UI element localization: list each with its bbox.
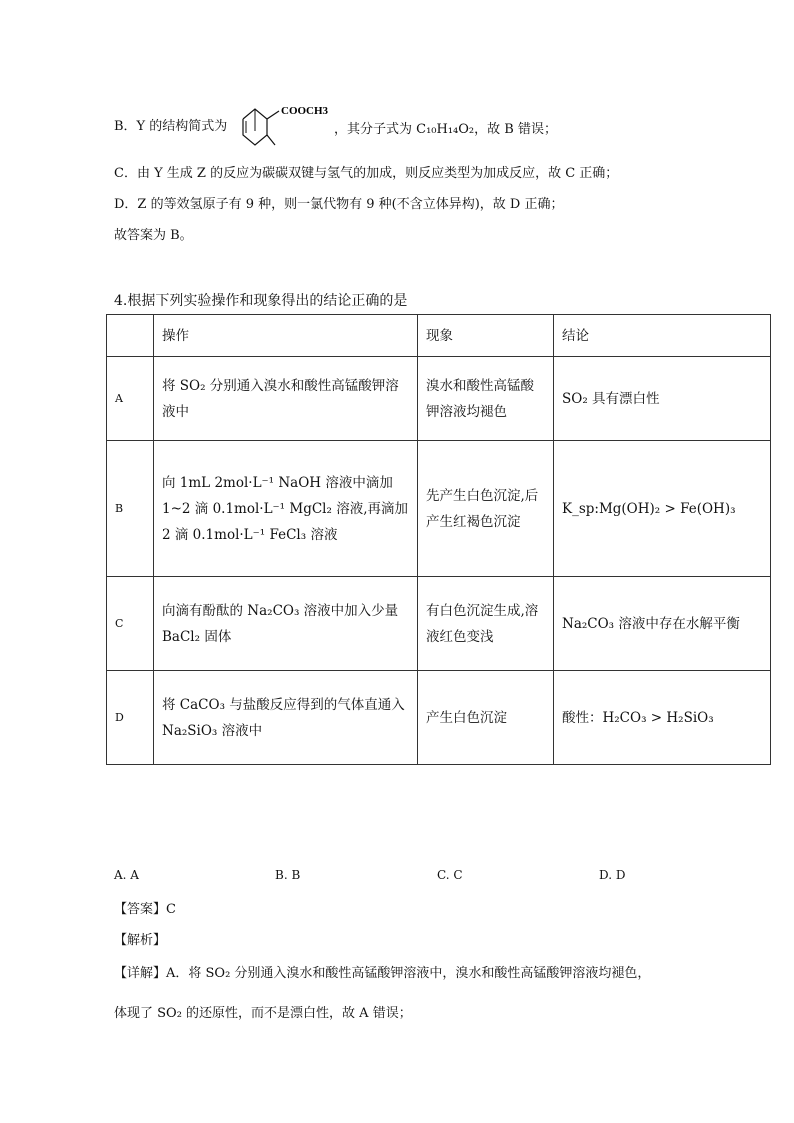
conclusion-cell: SO₂ 具有漂白性 [554, 357, 771, 441]
previous-answer: 故答案为 B。 [114, 228, 193, 243]
header-cell: 操作 [154, 315, 418, 357]
choice-c[interactable]: C. C [437, 868, 463, 882]
analysis-label: 【解析】 [114, 933, 167, 948]
row-label: C [107, 577, 154, 671]
table-row [107, 441, 771, 577]
phenomenon-cell: 溴水和酸性高锰酸钾溶液均褪色 [418, 357, 554, 441]
choice-b[interactable]: B. B [275, 868, 301, 882]
operation-cell: 向滴有酚酞的 Na₂CO₃ 溶液中加入少量 BaCl₂ 固体 [154, 577, 418, 671]
question-title: 4.根据下列实验操作和现象得出的结论正确的是 [114, 293, 408, 309]
phenomenon-cell: 有白色沉淀生成,溶液红色变浅 [418, 577, 554, 671]
option-d-line: D．Z 的等效氢原子有 9 种，则一氯代物有 9 种(不含立体异构)，故 D 正确； [114, 197, 564, 212]
option-b-prefix: B．Y 的结构简式为 [114, 119, 228, 134]
header-cell: 结论 [554, 315, 771, 357]
choice-a[interactable]: A. A [114, 868, 139, 882]
option-b-suffix: ，其分子式为 C₁₀H₁₄O₂，故 B 错误； [334, 122, 557, 137]
header-cell [107, 315, 154, 357]
conclusion-cell: Na₂CO₃ 溶液中存在水解平衡 [554, 577, 771, 671]
operation-cell: 向 1mL 2mol·L⁻¹ NaOH 溶液中滴加 1~2 滴 0.1mol·L⁻¹ MgCl₂ 溶液,再滴加 2 滴 0.1mol·L⁻¹ FeCl₃ 溶液 [154, 441, 418, 577]
operation-cell: 将 SO₂ 分别通入溴水和酸性高锰酸钾溶液中 [154, 357, 418, 441]
phenomenon-cell: 先产生白色沉淀,后产生红褐色沉淀 [418, 441, 554, 577]
detail-line-2: 体现了 SO₂ 的还原性，而不是漂白性，故 A 错误； [114, 1006, 412, 1021]
table-row [107, 671, 771, 765]
conclusion-cell: K_sp:Mg(OH)₂ > Fe(OH)₃ [554, 441, 771, 577]
struct-label: COOCH3 [281, 105, 329, 117]
row-label: D [107, 671, 154, 765]
conclusion-cell: 酸性：H₂CO₃ > H₂SiO₃ [554, 671, 771, 765]
row-label: A [107, 357, 154, 441]
row-label: B [107, 441, 154, 577]
phenomenon-cell: 产生白色沉淀 [418, 671, 554, 765]
detail-line-1: 【详解】A．将 SO₂ 分别通入溴水和酸性高锰酸钾溶液中，溴水和酸性高锰酸钾溶液均褪色， [114, 966, 651, 981]
table-row [107, 577, 771, 671]
answer-line: 【答案】C [114, 902, 176, 917]
header-cell: 现象 [418, 315, 554, 357]
option-c-line: C．由 Y 生成 Z 的反应为碳碳双键与氢气的加成，则反应类型为加成反应，故 C 正确； [114, 166, 619, 181]
table-header-row [107, 315, 771, 357]
experiment-table [106, 314, 771, 765]
operation-cell: 将 CaCO₃ 与盐酸反应得到的气体直通入 Na₂SiO₃ 溶液中 [154, 671, 418, 765]
choice-d[interactable]: D. D [599, 868, 626, 882]
table-row [107, 357, 771, 441]
